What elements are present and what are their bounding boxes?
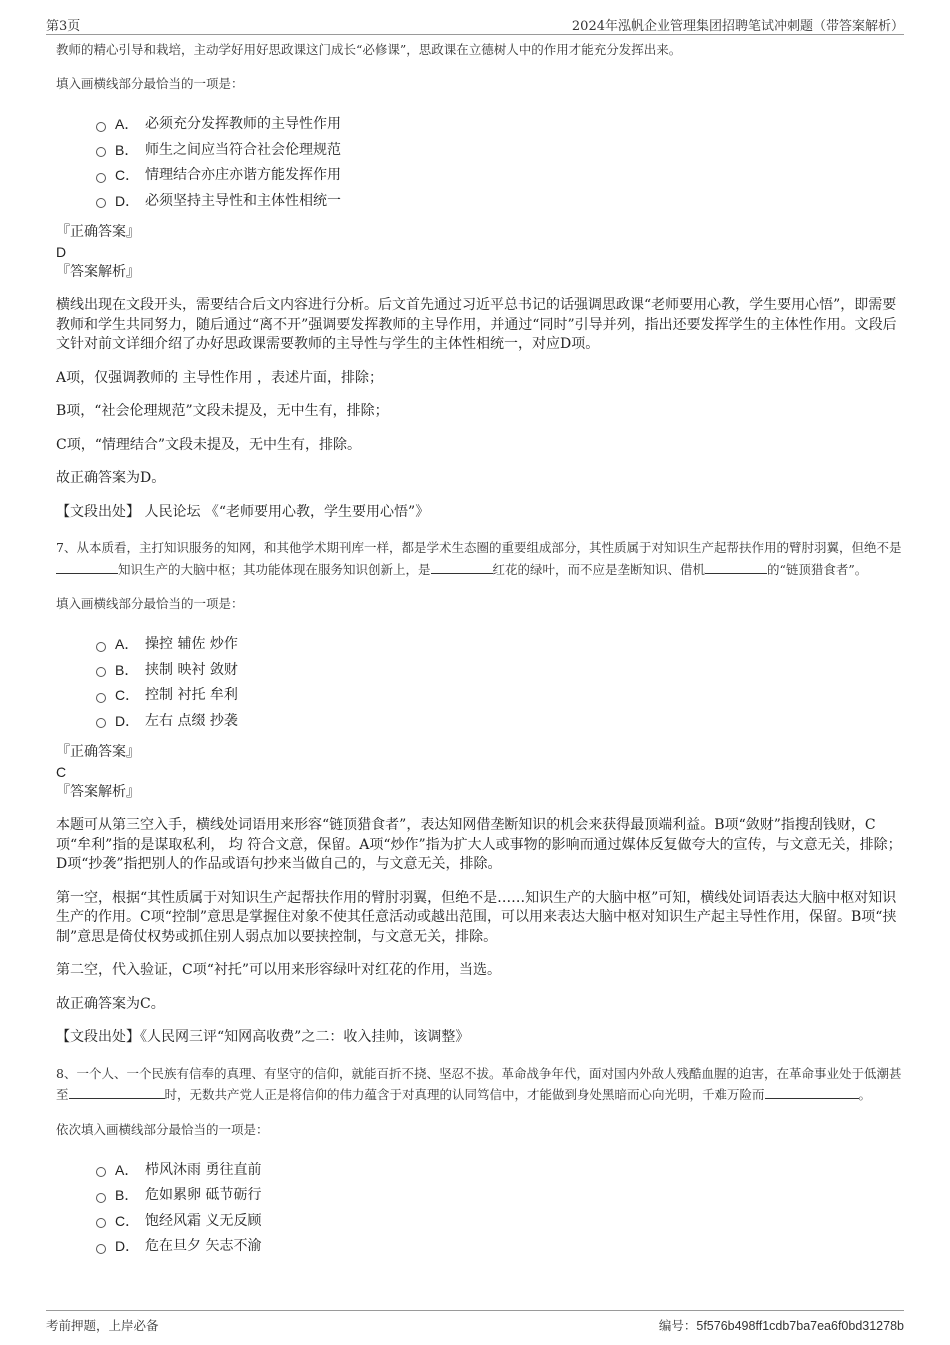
q8-number: 8、	[56, 1065, 77, 1081]
q7-option-a[interactable]	[96, 632, 902, 658]
q7-part3: 红花的绿叶，而不应是垄断知识、借机	[492, 561, 706, 577]
q8-prompt: 依次填入画横线部分最恰当的一项是：	[56, 1121, 269, 1137]
q7-part4: 的“链顶猎食者”。	[767, 561, 868, 577]
q8-option-b[interactable]	[96, 1183, 902, 1209]
q7-source: 【文段出处】《人民网三评“知网高收费”之二：收入挂帅，该调整》	[56, 1029, 470, 1045]
q8-option-a[interactable]	[96, 1158, 902, 1184]
radio-icon[interactable]	[96, 1244, 106, 1254]
radio-icon[interactable]	[96, 693, 106, 703]
q7-analysis-para: 本题可从第三空入手，横线处词语用来形容“链顶猎食者”，表达知网借垄断知识的机会来获得最顶端利益。B项“敛财”指搜刮钱财，C项“牟利”指的是谋取私利， 均 符合文意，保留。A项“炒作”指为扩大人或事物的影响而通过媒体反复做夸大的宣传，与文意无关，排除；D项“抄袭”指把别人的作品或语句抄来当做自己的，与文意无关，排除。	[56, 817, 902, 872]
option-text: 控制 衬托 牟利	[145, 687, 238, 703]
q8-part1: 一个人、一个民族有信奉的真理、有坚守的信仰，就能百折不挠、坚忍不拔。革命战争年代，面对国内外敌人残酷血腥的迫害，在革命事业处于低潮甚至	[56, 1065, 902, 1102]
q7-blank-2	[431, 559, 493, 574]
q8-option-d[interactable]	[96, 1234, 902, 1260]
option-text: 饱经风霜 义无反顾	[145, 1212, 262, 1229]
option-text: 左右 点缀 抄袭	[145, 712, 238, 729]
option-letter: B．	[115, 141, 139, 158]
q6-option-d[interactable]	[96, 189, 902, 215]
option-letter: A．	[115, 116, 139, 132]
q7-answer-label: 『正确答案』	[56, 744, 140, 760]
page-number: 第3页	[46, 19, 81, 34]
option-letter: B．	[115, 1187, 139, 1203]
option-text: 必须充分发挥教师的主导性作用	[145, 116, 341, 132]
option-letter: A．	[115, 1161, 139, 1178]
option-text: 危如累卵 砥节砺行	[145, 1187, 262, 1203]
page-header	[46, 14, 904, 35]
option-text: 危在旦夕 矢志不渝	[145, 1238, 262, 1254]
q7-option-d[interactable]	[96, 709, 902, 735]
q6-analysis-para: 横线出现在文段开头，需要结合后文内容进行分析。后文首先通过习近平总书记的话强调思政课“老师要用心教，学生要用心悟”，即需要教师和学生共同努力，随后通过“离不开”强调要发挥教师的主导作用，并通过“同时”引导并列，指出还要发挥学生的主体性作用。文段后文针对前文详细介绍了办好思政课需要教师的主导性与学生的主体性相统一，对应D项。	[56, 297, 897, 352]
q8-part3: 。	[858, 1087, 872, 1102]
q6-analysis-para: B项，“社会伦理规范”文段未提及，无中生有，排除；	[56, 403, 389, 419]
q7-analysis-label: 『答案解析』	[56, 784, 140, 800]
q7-text	[56, 538, 902, 580]
q7-part1: 从本质看，主打知识服务的知网，和其他学术期刊库一样，都是学术生态圈的重要组成部分，其性质属于对知识生产起帮扶作用的臂肘羽翼，但绝不是	[76, 540, 902, 555]
radio-icon[interactable]	[96, 1167, 106, 1177]
radio-icon[interactable]	[96, 122, 106, 132]
q7-option-b[interactable]	[96, 658, 902, 684]
q6-option-c[interactable]	[96, 163, 902, 189]
page-footer	[46, 1310, 904, 1335]
option-text: 栉风沐雨 勇往直前	[145, 1161, 262, 1178]
option-letter: A．	[115, 636, 139, 652]
q7-blank-1	[56, 559, 118, 574]
radio-icon[interactable]	[96, 718, 106, 728]
page-content	[56, 40, 902, 1268]
document-code: 编号：5f576b498ff1cdb7ba7ea6f0bd31278b	[658, 1319, 904, 1333]
radio-icon[interactable]	[96, 1218, 106, 1228]
radio-icon[interactable]	[96, 642, 106, 652]
footer-slogan: 考前押题，上岸必备	[46, 1318, 159, 1333]
q7-analysis-para: 第二空，代入验证，C项“衬托”可以用来形容绿叶对红花的作用，当选。	[56, 962, 502, 978]
option-text: 师生之间应当符合社会伦理规范	[145, 141, 341, 158]
q6-prompt: 填入画横线部分最恰当的一项是：	[56, 76, 244, 91]
q6-option-b[interactable]	[96, 138, 902, 164]
q6-options	[96, 112, 902, 214]
q8-blank-1	[69, 1084, 165, 1099]
q8-blank-2	[765, 1084, 859, 1099]
option-letter: C．	[115, 167, 140, 183]
q6-analysis-label: 『答案解析』	[56, 264, 140, 280]
radio-icon[interactable]	[96, 667, 106, 677]
q7-analysis-para: 故正确答案为C。	[56, 995, 165, 1012]
q6-analysis-para: 故正确答案为D。	[56, 470, 166, 486]
q7-option-c[interactable]	[96, 683, 902, 709]
q6-analysis-para: C项，“情理结合”文段未提及，无中生有，排除。	[56, 436, 362, 453]
q6-answer-label: 『正确答案』	[56, 224, 140, 240]
option-letter: B．	[115, 661, 139, 678]
radio-icon[interactable]	[96, 1193, 106, 1203]
q6-option-a[interactable]	[96, 112, 902, 138]
option-text: 情理结合亦庄亦谐方能发挥作用	[145, 167, 341, 183]
q7-options	[96, 632, 902, 734]
option-letter: D．	[115, 192, 140, 209]
option-text: 操控 辅佐 炒作	[145, 636, 238, 652]
q8-part2: 时，无数共产党人正是将信仰的伟力蕴含于对真理的认同笃信中，才能做到身处黑暗而心向光明，千难万险而	[164, 1087, 765, 1102]
radio-icon[interactable]	[96, 198, 106, 208]
q8-option-c[interactable]	[96, 1209, 902, 1235]
option-letter: D．	[115, 712, 140, 729]
option-letter: C．	[115, 687, 140, 703]
q6-text-tail: 教师的精心引导和栽培，主动学好用好思政课这门成长“必修课”，思政课在立德树人中的作用才能充分发挥出来。	[56, 42, 682, 57]
option-text: 挟制 映衬 敛财	[145, 661, 238, 678]
q7-analysis-para: 第一空，根据“其性质属于对知识生产起帮扶作用的臂肘羽翼，但绝不是……知识生产的大脑中枢”可知，横线处词语表达大脑中枢对知识生产的作用。C项“控制”意思是掌握住对象不使其任意活动或越出范围，可以用来表达大脑中枢对知识生产起主导性作用，保留。B项“挟制”意思是倚仗权势或抓住别人弱点加以要挟控制，与文意无关，排除。	[56, 889, 897, 945]
q7-blank-3	[705, 559, 767, 574]
q7-prompt: 填入画横线部分最恰当的一项是：	[56, 596, 244, 611]
q7-answer: C	[56, 764, 67, 780]
option-letter: D．	[115, 1238, 140, 1254]
q7-number: 7、	[56, 540, 77, 555]
q7-part2: 知识生产的大脑中枢；其功能体现在服务知识创新上，是	[118, 561, 431, 577]
radio-icon[interactable]	[96, 147, 106, 157]
q6-source: 【文段出处】 人民论坛 《“老师要用心教，学生要用心悟”》	[56, 503, 430, 520]
q8-options	[96, 1158, 902, 1260]
option-letter: C．	[115, 1212, 140, 1229]
q6-analysis-para: A项，仅强调教师的 主导性作用 ，表述片面，排除；	[56, 369, 384, 386]
radio-icon[interactable]	[96, 173, 106, 183]
q6-answer: D	[56, 244, 67, 260]
q8-text	[56, 1064, 902, 1106]
document-title: 2024年泓帆企业管理集团招聘笔试冲刺题（带答案解析）	[571, 19, 904, 34]
option-text: 必须坚持主导性和主体性相统一	[145, 192, 341, 209]
